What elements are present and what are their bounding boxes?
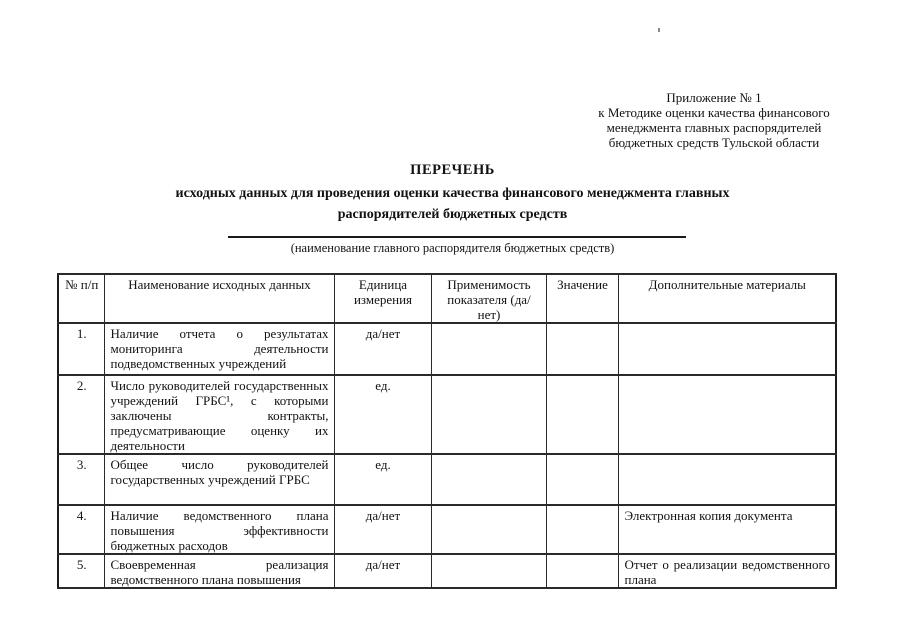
cell-unit: ед. — [334, 375, 431, 454]
scan-speck — [658, 28, 660, 32]
appendix-line: менеджмента главных распорядителей — [606, 120, 822, 135]
cell-applicability — [431, 554, 546, 588]
cell-value — [546, 375, 618, 454]
cell-num: 1. — [58, 323, 104, 375]
header-value: Значение — [546, 274, 618, 323]
cell-applicability — [431, 454, 546, 505]
title-subtitle — [0, 183, 905, 225]
cell-num: 4. — [58, 505, 104, 554]
cell-materials — [618, 323, 836, 375]
cell-value — [546, 554, 618, 588]
cell-num: 5. — [58, 554, 104, 588]
document-title — [0, 162, 905, 225]
cell-num: 3. — [58, 454, 104, 505]
header-num: № п/п — [58, 274, 104, 323]
cell-name: Наличие ведомственного плана повышения эффективности бюджетных расходов — [104, 505, 334, 554]
cell-applicability — [431, 505, 546, 554]
cell-materials — [618, 454, 836, 505]
cell-value — [546, 323, 618, 375]
cell-name: Общее число руководителей государственных учреждений ГРБС — [104, 454, 334, 505]
title-subtitle-line: исходных данных для проведения оценки качества финансового менеджмента главных — [175, 186, 730, 201]
table-row — [58, 454, 836, 505]
title-heading: ПЕРЕЧЕНЬ — [410, 162, 495, 178]
fill-in-caption: (наименование главного распорядителя бюджетных средств) — [290, 241, 615, 255]
table-row — [58, 323, 836, 375]
header-applicability: Применимость показателя (да/нет) — [431, 274, 546, 323]
cell-num: 2. — [58, 375, 104, 454]
appendix-line: к Методике оценки качества финансового — [598, 105, 830, 120]
header-name: Наименование исходных данных — [104, 274, 334, 323]
table-row — [58, 375, 836, 454]
cell-value — [546, 454, 618, 505]
cell-materials: Отчет о реализации ведомственного плана — [618, 554, 836, 588]
cell-name: Своевременная реализация ведомственного плана повышения — [104, 554, 334, 588]
header-materials: Дополнительные материалы — [618, 274, 836, 323]
data-table — [57, 273, 837, 589]
appendix-block — [533, 90, 895, 150]
cell-unit: да/нет — [334, 505, 431, 554]
table-row — [58, 554, 836, 588]
cell-unit: ед. — [334, 454, 431, 505]
fill-in-line — [228, 236, 686, 238]
cell-materials: Электронная копия документа — [618, 505, 836, 554]
cell-name: Наличие отчета о результатах мониторинга деятельности подведомственных учреждений — [104, 323, 334, 375]
cell-unit: да/нет — [334, 323, 431, 375]
appendix-line: бюджетных средств Тульской области — [608, 135, 820, 150]
cell-applicability — [431, 375, 546, 454]
cell-applicability — [431, 323, 546, 375]
cell-name: Число руководителей государственных учреждений ГРБС¹, с которыми заключены контракты, предусматривающие оценку их деятельности — [104, 375, 334, 454]
cell-value — [546, 505, 618, 554]
table-header-row — [58, 274, 836, 323]
cell-unit: да/нет — [334, 554, 431, 588]
header-unit: Единица измерения — [334, 274, 431, 323]
appendix-line: Приложение № 1 — [666, 90, 762, 105]
cell-materials — [618, 375, 836, 454]
table-row — [58, 505, 836, 554]
title-subtitle-line: распорядителей бюджетных средств — [337, 207, 568, 222]
